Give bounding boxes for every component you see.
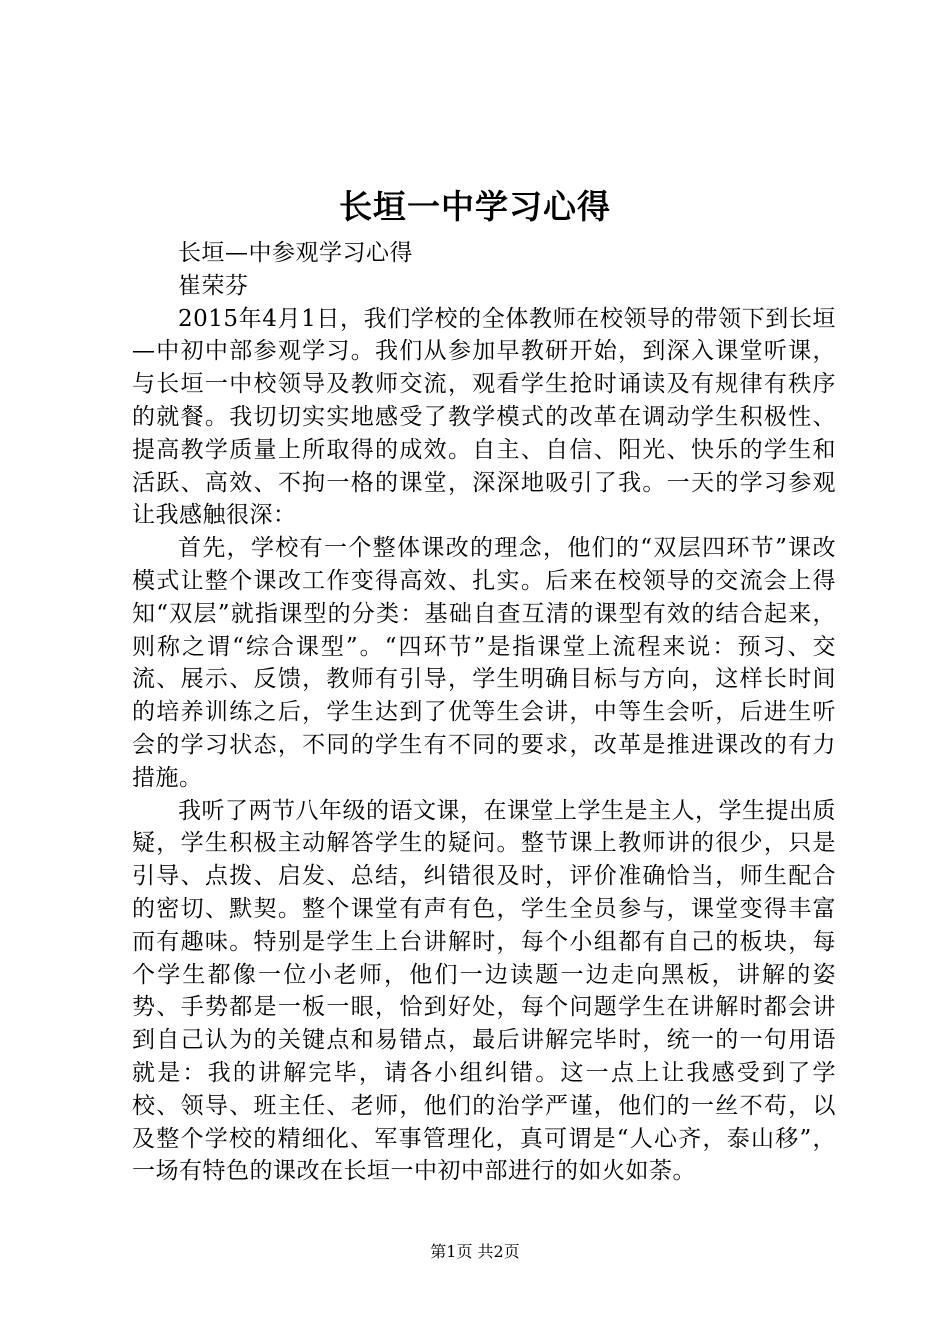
page-footer: 第1页 共2页 [430,1242,520,1261]
paragraph-2: 首先，学校有一个整体课改的理念，他们的“双层四环节”课改模式让整个课改工作变得高效、扎实。后来在校领导的交流会上得知“双层”就指课型的分类：基础自查互清的课型有效的结合起来，则称之谓“综合课型”。“四环节”是指课堂上流程来说：预习、交流、展示、反馈，教师有引导，学生明确目标与方向，这样长时间的培养训练之后，学生达到了优等生会讲，中等生会听，后进生听会的学习状态，不同的学生有不同的要求，改革是推进课改的有力措施。 [132,535,836,791]
document-title: 长垣一中学习心得 [339,187,611,226]
paragraph-1: 2015年4月1日，我们学校的全体教师在校领导的带领下到长垣—中初中部参观学习。我们从参加早教研开始，到深入课堂听课，与长垣一中校领导及教师交流，观看学生抢时诵读及有规律有秩序的就餐。我切切实实地感受了教学模式的改革在调动学生积极性、提高教学质量上所取得的成效。自主、自信、阳光、快乐的学生和活跃、高效、不拘一格的课堂，深深地吸引了我。一天的学习参观让我感触很深： [132,305,836,529]
document-author: 崔荣芬 [178,272,249,299]
document-body [132,237,836,1188]
paragraph-3: 我听了两节八年级的语文课，在课堂上学生是主人，学生提出质疑，学生积极主动解答学生的疑问。整节课上教师讲的很少，只是引导、点拨、启发、总结，纠错很及时，评价准确恰当，师生配合的密切、默契。整个课堂有声有色，学生全员参与，课堂变得丰富而有趣味。特别是学生上台讲解时，每个小组都有自己的板块，每个学生都像一位小老师，他们一边读题一边走向黑板，讲解的姿势、手势都是一板一眼，恰到好处，每个问题学生在讲解时都会讲到自己认为的关键点和易错点，最后讲解完毕时，统一的一句用语就是：我的讲解完毕，请各小组纠错。这一点上让我感受到了学校、领导、班主任、老师，他们的治学严谨，他们的一丝不苟，以及整个学校的精细化、军事管理化，真可谓是“人心齐，泰山移”，一场有特色的课改在长垣一中初中部进行的如火如荼。 [132,797,836,1185]
document-subtitle: 长垣—中参观学习心得 [178,240,413,266]
